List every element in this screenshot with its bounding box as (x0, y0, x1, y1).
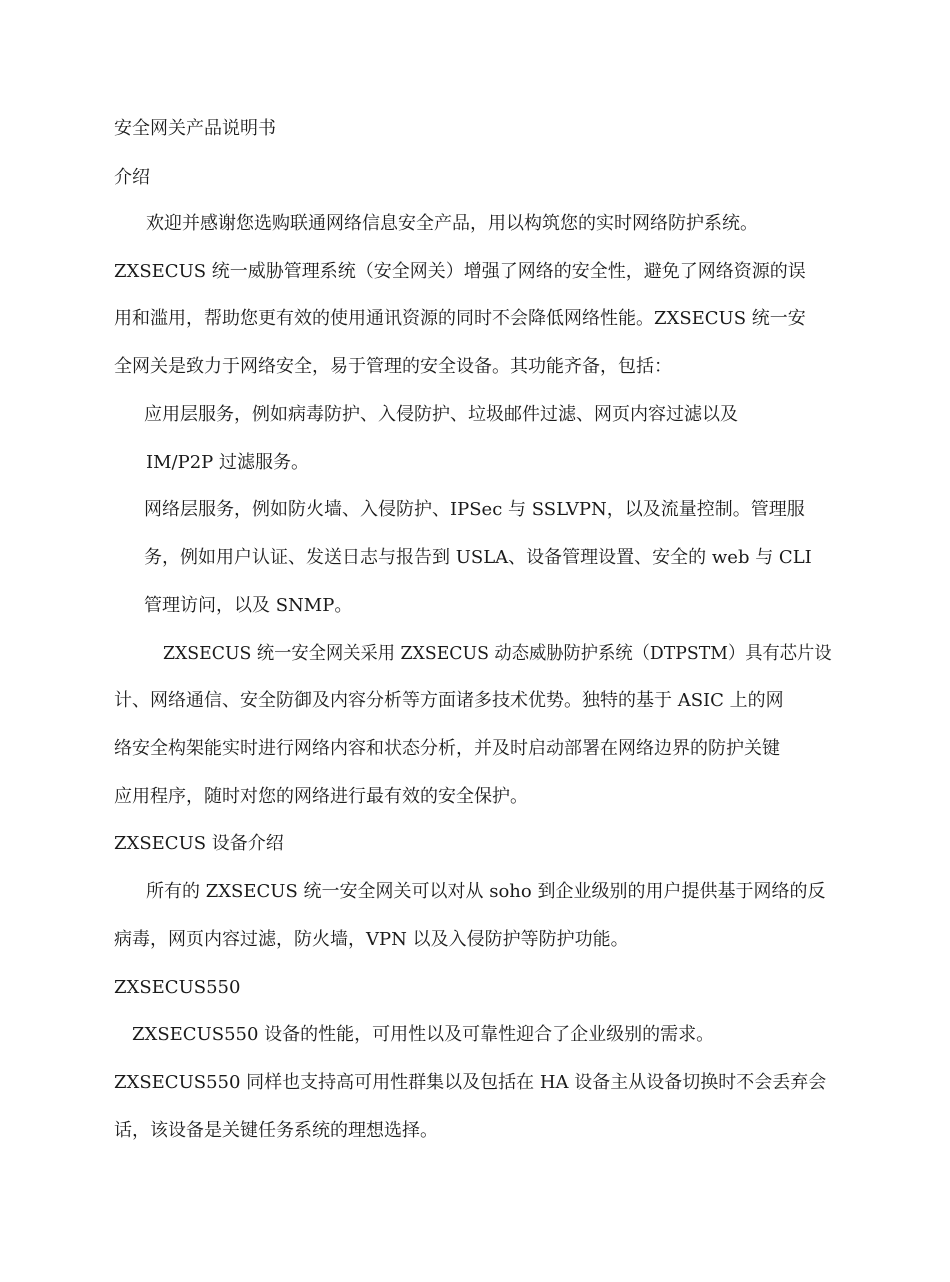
device-line: 病毒，网页内容过滤，防火墙，VPN 以及入侵防护等防护功能。 (114, 929, 629, 950)
feature-line: 网络层服务，例如防火墙、入侵防护、IPSec 与 SSLVPN，以及流量控制。管理服 (144, 499, 805, 520)
dtpstm-line: 应用程序，随时对您的网络进行最有效的安全保护。 (114, 786, 528, 807)
intro-line: ZXSECUS 统一威胁管理系统（安全网关）增强了网络的安全性，避免了网络资源的误 (114, 261, 806, 282)
model-line: ZXSECUS550 设备的性能，可用性以及可靠性迎合了企业级别的需求。 (132, 1024, 715, 1045)
feature-line: 管理访问，以及 SNMP。 (144, 595, 353, 616)
feature-line: 应用层服务，例如病毒防护、入侵防护、垃圾邮件过滤、网页内容过滤以及 (144, 404, 738, 425)
section-heading-device: ZXSECUS 设备介绍 (114, 833, 284, 854)
document-title: 安全网关产品说明书 (114, 118, 276, 139)
section-heading-550: ZXSECUS550 (114, 977, 241, 998)
model-line: ZXSECUS550 同样也支持高可用性群集以及包括在 HA 设备主从设备切换时不会丢弃会 (114, 1072, 827, 1093)
dtpstm-line: 络安全构架能实时进行网络内容和状态分析，并及时启动部署在网络边界的防护关键 (114, 738, 780, 759)
section-heading-intro: 介绍 (114, 167, 150, 188)
intro-line: 用和滥用，帮助您更有效的使用通讯资源的同时不会降低网络性能。ZXSECUS 统一安 (114, 308, 806, 329)
intro-line: 欢迎并感谢您选购联通网络信息安全产品，用以构筑您的实时网络防护系统。 (146, 213, 758, 234)
dtpstm-line: ZXSECUS 统一安全网关采用 ZXSECUS 动态威胁防护系统（DTPSTM）具有芯片设 (163, 643, 832, 664)
model-line: 话，该设备是关键任务系统的理想选择。 (114, 1120, 438, 1141)
intro-line: 全网关是致力于网络安全，易于管理的安全设备。其功能齐备，包括： (114, 356, 672, 377)
feature-line: IM/P2P 过滤服务。 (146, 452, 310, 473)
dtpstm-line: 计、网络通信、安全防御及内容分析等方面诸多技术优势。独特的基于 ASIC 上的网 (114, 690, 784, 711)
feature-line: 务，例如用户认证、发送日志与报告到 USLA、设备管理设置、安全的 web 与 CLI (144, 547, 812, 568)
device-line: 所有的 ZXSECUS 统一安全网关可以对从 soho 到企业级别的用户提供基于网络的反 (146, 881, 826, 902)
